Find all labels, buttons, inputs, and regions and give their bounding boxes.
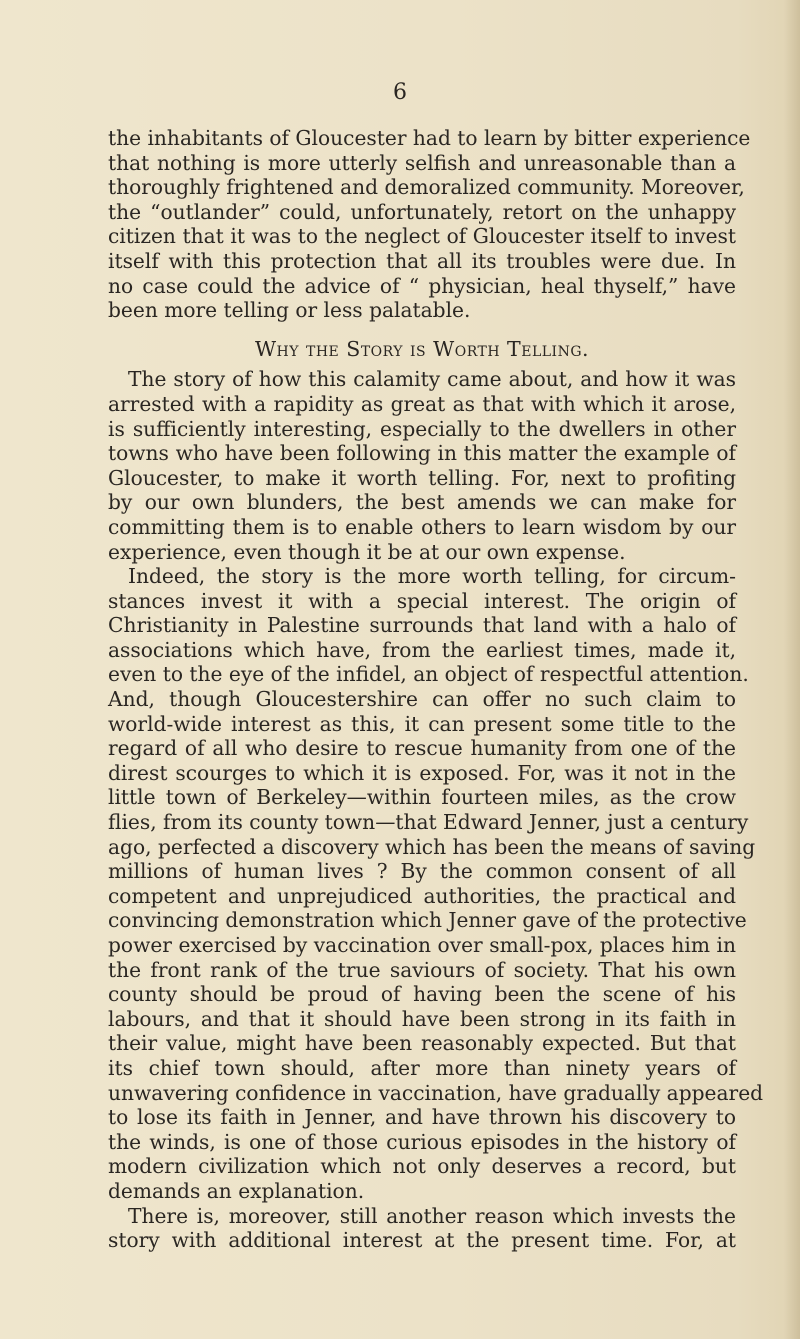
text-line: story with additional interest at the present time. For, at [108,1228,736,1253]
text-line: power exercised by vaccination over small-pox, places him in [108,933,736,957]
text-line: The story of how this calamity came about, and how it was [128,367,736,392]
section-heading: Why the Story is Worth Telling. [254,336,590,361]
text-line: And, though Gloucestershire can offer no such claim to [108,687,736,712]
paragraph-1 [108,126,751,323]
text-line: Indeed, the story is the more worth telling, for circum- [128,564,736,589]
text-line: no case could the advice of “ physician, heal thyself,” have [108,273,736,298]
text-line: been more telling or less palatable. [108,298,471,323]
text-line: Gloucester, to make it worth telling. For, next to profiting [108,465,736,490]
text-line: citizen that it was to the neglect of Gloucester itself to invest [108,224,736,249]
text-line: flies, from its county town—that Edward Jenner, just a century [108,810,749,835]
text-line: is sufficiently interesting, especially to the dwellers in other [108,416,736,441]
text-line: Christianity in Palestine surrounds that land with a halo of [108,613,736,638]
text-line: modern civilization which not only deserves a record, but [108,1154,736,1179]
text-line: county should be proud of having been the scene of his [108,982,736,1007]
paragraph-4 [108,1204,736,1253]
page-number: 6 [393,80,407,105]
text-line: committing them is to enable others to learn wisdom by our [108,514,736,539]
text-line: towns who have been following in this matter the example of [108,441,736,466]
text-line: competent and unprejudiced authorities, the practical and [108,883,736,908]
text-line: even to the eye of the infidel, an object of respectful attention. [108,662,749,687]
text-line: the “outlander” could, unfortunately, retort on the unhappy [108,199,736,224]
text-line: the inhabitants of Gloucester had to learn by bitter experience [108,126,751,150]
text-line: associations which have, from the earliest times, made it, [108,637,736,662]
text-line: labours, and that it should have been strong in its faith in [108,1006,736,1031]
text-line: There is, moreover, still another reason which invests the [128,1203,736,1228]
text-line: direst scourges to which it is exposed. For, was it not in the [108,760,736,785]
text-line: regard of all who desire to rescue humanity from one of the [108,736,736,761]
text-line: arrested with a rapidity as great as that with which it arose, [108,391,736,416]
text-line: experience, even though it be at our own expense. [108,539,626,564]
text-line: the front rank of the true saviours of society. That his own [108,957,736,982]
text-line: itself with this protection that all its troubles were due. In [108,248,736,273]
text-line: stances invest it with a special interest. The origin of [108,588,736,613]
text-line: millions of human lives ? By the common consent of all [108,859,736,884]
text-line: by our own blunders, the best amends we can make for [108,490,736,515]
text-line: world-wide interest as this, it can present some title to the [108,711,736,736]
page-edge-shadow [784,0,800,1339]
text-line: demands an explanation. [108,1178,365,1203]
text-line: that nothing is more utterly selfish and unreasonable than a [108,150,736,175]
text-line: the winds, is one of those curious episodes in the history of [108,1129,736,1154]
body-text [108,126,764,1253]
paragraph-3 [108,564,764,1203]
paragraph-2 [108,367,736,564]
text-line: their value, might have been reasonably expected. But that [108,1031,736,1056]
text-line: ago, perfected a discovery which has been the means of saving [108,834,756,859]
text-line: little town of Berkeley—within fourteen miles, as the crow [108,785,736,810]
text-line: unwavering confidence in vaccination, have gradually appeared [108,1080,764,1105]
text-line: convincing demonstration which Jenner gave of the protective [108,908,747,933]
text-line: its chief town should, after more than ninety years of [108,1055,736,1080]
text-line: thoroughly frightened and demoralized community. Moreover, [108,175,745,200]
text-line: to lose its faith in Jenner, and have thrown his discovery to [108,1105,736,1130]
